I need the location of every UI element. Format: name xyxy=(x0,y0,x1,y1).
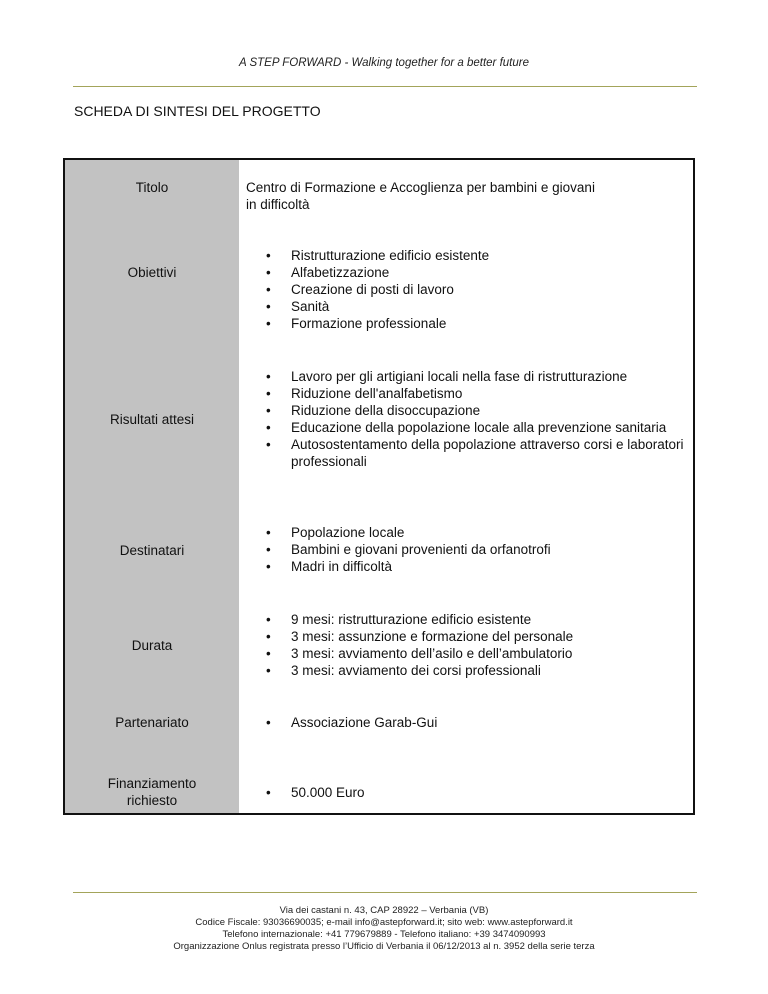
list-item: • 3 mesi: assunzione e formazione del personale xyxy=(246,628,691,645)
footer-rule xyxy=(73,892,697,893)
list-durata xyxy=(246,611,691,679)
list-item: • Popolazione locale xyxy=(246,524,691,541)
list-destinatari xyxy=(246,524,691,575)
page-header: A STEP FORWARD - Walking together for a better future xyxy=(239,57,529,69)
list-partenariato xyxy=(246,714,691,731)
list-risultati-attesi xyxy=(246,368,691,470)
list-item: • Associazione Garab-Gui xyxy=(246,714,691,731)
list-obiettivi xyxy=(246,247,691,332)
list-item: • Riduzione della disoccupazione xyxy=(246,402,691,419)
list-item: • Formazione professionale xyxy=(246,315,691,332)
list-item: • Sanità xyxy=(246,298,691,315)
label-finanziamento xyxy=(65,775,239,809)
list-item: • Creazione di posti di lavoro xyxy=(246,281,691,298)
project-summary-table xyxy=(63,158,695,815)
document-title: SCHEDA DI SINTESI DEL PROGETTO xyxy=(74,103,321,119)
value-titolo-line1: Centro di Formazione e Accoglienza per bambini e giovani xyxy=(246,180,595,195)
label-destinatari: Destinatari xyxy=(119,543,185,558)
list-item: • 50.000 Euro xyxy=(246,784,691,801)
list-item: • Autosostentamento della popolazione attraverso corsi e laboratori professionali xyxy=(246,436,691,470)
list-item: • Riduzione dell'analfabetismo xyxy=(246,385,691,402)
list-item: • Educazione della popolazione locale alla prevenzione sanitaria xyxy=(246,419,691,436)
list-item: • 9 mesi: ristrutturazione edificio esistente xyxy=(246,611,691,628)
footer-address: Via dei castani n. 43, CAP 28922 – Verbania (VB) xyxy=(279,905,489,916)
list-item: • Lavoro per gli artigiani locali nella fase di ristrutturazione xyxy=(246,368,691,385)
label-durata: Durata xyxy=(131,638,173,653)
footer-phones: Telefono internazionale: +41 779679889 - Telefono italiano: +39 3474090993 xyxy=(222,929,546,940)
header-rule xyxy=(73,86,697,87)
page-footer xyxy=(0,905,768,953)
list-item: • 3 mesi: avviamento dell’asilo e dell’ambulatorio xyxy=(246,645,691,662)
list-item: • Bambini e giovani provenienti da orfanotrofi xyxy=(246,541,691,558)
label-risultati-attesi: Risultati attesi xyxy=(109,412,195,427)
list-item: • Alfabetizzazione xyxy=(246,264,691,281)
value-titolo-line2: in difficoltà xyxy=(246,197,310,212)
label-partenariato: Partenariato xyxy=(115,715,189,730)
list-finanziamento xyxy=(246,784,691,801)
label-titolo: Titolo xyxy=(135,180,169,195)
value-titolo xyxy=(246,179,686,213)
list-item: • 3 mesi: avviamento dei corsi professionali xyxy=(246,662,691,679)
footer-registration: Organizzazione Onlus registrata presso l’Ufficio di Verbania il 06/12/2013 al n. 3952 della serie terza xyxy=(173,941,595,952)
footer-contacts: Codice Fiscale: 93036690035; e-mail info@astepforward.it; sito web: www.astepforward.it xyxy=(195,917,573,928)
label-obiettivi: Obiettivi xyxy=(127,265,177,280)
label-finanziamento-line2: richiesto xyxy=(126,793,178,808)
label-finanziamento-line1: Finanziamento xyxy=(107,776,197,791)
list-item: • Ristrutturazione edificio esistente xyxy=(246,247,691,264)
list-item: • Madri in difficoltà xyxy=(246,558,691,575)
